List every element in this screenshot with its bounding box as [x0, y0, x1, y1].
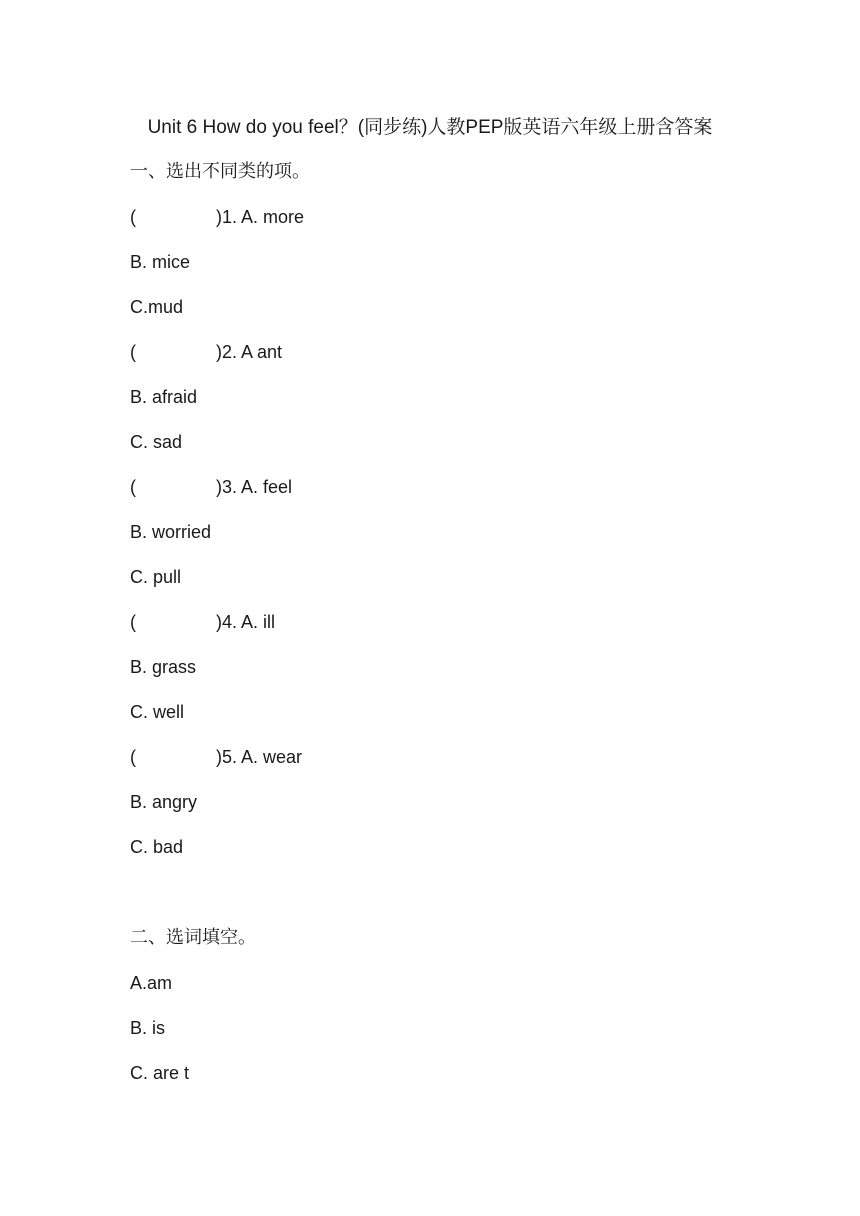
question-5-stem	[130, 745, 302, 769]
question-3-option-a: )3. A. feel	[216, 477, 293, 497]
question-2-option-b: B. afraid	[130, 387, 198, 407]
page-title: Unit 6 How do you feel？(同步练)人教PEP版英语六年级上册含答案	[147, 117, 713, 138]
question-3-stem	[130, 475, 292, 499]
answer-blank-open-paren: (	[130, 477, 136, 497]
section1-heading: 一、选出不同类的项。	[130, 161, 310, 182]
question-3-option-b: B. worried	[130, 522, 212, 542]
question-4-stem	[130, 610, 275, 634]
answer-blank-open-paren: (	[130, 747, 136, 767]
question-3-option-c: C. pull	[130, 567, 182, 587]
section2-heading: 二、选词填空。	[130, 927, 256, 948]
question-4-option-c: C. well	[130, 702, 185, 722]
word-option-c: C. are t	[130, 1063, 190, 1083]
question-5-option-a: )5. A. wear	[216, 747, 303, 767]
question-5-option-c: C. bad	[130, 837, 184, 857]
question-1-option-c: C.mud	[130, 297, 184, 317]
question-1-option-a: )1. A. more	[216, 207, 305, 227]
answer-blank-open-paren: (	[130, 207, 136, 227]
question-5-option-b: B. angry	[130, 792, 198, 812]
answer-blank-open-paren: (	[130, 612, 136, 632]
question-2-stem	[130, 340, 282, 364]
word-option-b: B. is	[130, 1018, 166, 1038]
question-1-option-b: B. mice	[130, 252, 191, 272]
question-2-option-a: )2. A ant	[216, 342, 283, 362]
question-4-option-b: B. grass	[130, 657, 197, 677]
answer-blank-open-paren: (	[130, 342, 136, 362]
question-2-option-c: C. sad	[130, 432, 183, 452]
word-option-a: A.am	[130, 973, 173, 993]
question-1-stem	[130, 205, 304, 229]
question-4-option-a: )4. A. ill	[216, 612, 276, 632]
